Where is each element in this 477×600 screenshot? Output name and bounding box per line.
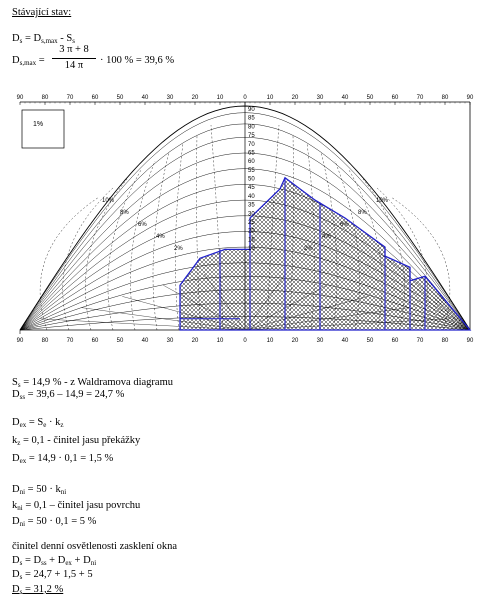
left-curve-label: 2% bbox=[174, 246, 183, 252]
sub: s,max bbox=[19, 59, 37, 67]
left-curve-label: 6% bbox=[138, 222, 147, 228]
bottom-tick-label: 70 bbox=[416, 338, 424, 344]
bottom-tick-label: 20 bbox=[191, 338, 199, 344]
calc-subscript: ni bbox=[17, 504, 23, 512]
altitude-label: 15 bbox=[248, 237, 255, 244]
var: D bbox=[33, 33, 42, 44]
calc-text: D bbox=[12, 516, 20, 527]
altitude-label: 60 bbox=[248, 159, 255, 166]
calc-text: D bbox=[12, 569, 20, 580]
altitude-label: 90 bbox=[248, 107, 255, 113]
calc-line bbox=[12, 453, 113, 467]
calc-text: = S bbox=[26, 417, 44, 428]
legend-box-label: 1% bbox=[33, 121, 44, 128]
calc-line bbox=[12, 555, 96, 569]
calc-text: + D bbox=[71, 555, 91, 566]
var: S bbox=[66, 33, 73, 44]
top-tick-label: 80 bbox=[441, 95, 449, 101]
altitude-label: 70 bbox=[248, 141, 255, 148]
altitude-label: 30 bbox=[248, 211, 255, 218]
formula-dsmax-lhs bbox=[12, 55, 45, 69]
calc-subscript: s bbox=[19, 573, 23, 581]
bottom-axis bbox=[17, 338, 474, 344]
calc-text: D bbox=[12, 484, 20, 495]
top-tick-label: 90 bbox=[466, 95, 474, 101]
bottom-tick-label: 20 bbox=[291, 338, 299, 344]
op: = bbox=[22, 33, 34, 44]
bottom-tick-label: 90 bbox=[466, 338, 474, 344]
bottom-tick-label: 50 bbox=[366, 338, 374, 344]
calc-subscript: ni bbox=[19, 488, 26, 496]
calc-text: = 14,9 · 0,1 = 1,5 % bbox=[26, 453, 114, 464]
bottom-tick-label: 40 bbox=[141, 338, 149, 344]
calc-text: = 0,1 - činitel jasu překážky bbox=[20, 435, 141, 446]
altitude-label: 40 bbox=[248, 193, 255, 200]
altitude-label: 85 bbox=[248, 115, 255, 122]
sub: s bbox=[19, 37, 23, 45]
sub: s bbox=[72, 37, 75, 45]
fraction-denominator: 14 π bbox=[64, 60, 84, 71]
calc-text: činitel denní osvětlenosti zasklení okna bbox=[12, 541, 178, 552]
fraction-bar bbox=[52, 58, 96, 59]
calc-text: · k bbox=[46, 417, 61, 428]
calc-subscript: s bbox=[17, 381, 21, 389]
calc-text: = 14,9 % - z Waldramova diagramu bbox=[20, 377, 173, 388]
calc-text: = 39,6 – 14,9 = 24,7 % bbox=[25, 389, 125, 400]
op: = bbox=[36, 55, 45, 66]
calc-line bbox=[12, 569, 93, 583]
calc-line bbox=[12, 516, 96, 530]
altitude-label: 45 bbox=[248, 185, 255, 192]
bottom-tick-label: 10 bbox=[266, 338, 274, 344]
altitude-label: 25 bbox=[248, 219, 255, 226]
left-curve-label: 10% bbox=[102, 198, 115, 204]
top-tick-label: 70 bbox=[416, 95, 424, 101]
calc-text: k bbox=[12, 435, 18, 446]
top-tick-label: 80 bbox=[41, 95, 49, 101]
calc-text: D bbox=[12, 389, 20, 400]
altitude-label: 50 bbox=[248, 176, 255, 183]
calc-text: D bbox=[12, 584, 20, 595]
bottom-tick-label: 40 bbox=[341, 338, 349, 344]
calc-text: = 31,2 % bbox=[22, 584, 64, 595]
waldram-diagram bbox=[14, 90, 474, 358]
calc-text: = 0,1 – činitel jasu povrchu bbox=[22, 500, 141, 511]
calc-text: = 50 · 0,1 = 5 % bbox=[25, 516, 97, 527]
heading: Stávající stav: bbox=[12, 7, 72, 18]
calc-subscript: ex bbox=[19, 421, 27, 429]
calc-subscript: ss bbox=[41, 559, 47, 567]
altitude-label: 65 bbox=[248, 150, 255, 157]
calc-text: = 24,7 + 1,5 + 5 bbox=[22, 569, 93, 580]
top-tick-label: 10 bbox=[216, 95, 224, 101]
calc-subscript: z bbox=[17, 439, 21, 447]
percentage-curve bbox=[131, 161, 156, 330]
obstruction-polygon bbox=[180, 178, 470, 330]
calc-text: k bbox=[12, 500, 18, 511]
right-curve-label: 8% bbox=[358, 210, 367, 216]
calc-subscript: ss bbox=[19, 393, 26, 401]
top-tick-label: 50 bbox=[366, 95, 374, 101]
formula-dsmax-result: · 100 % = 39,6 % bbox=[100, 55, 175, 66]
calc-line bbox=[12, 389, 124, 403]
calc-subscript: e bbox=[43, 421, 47, 429]
altitude-label: 55 bbox=[248, 167, 255, 174]
calc-subscript: ni bbox=[19, 520, 26, 528]
top-tick-label: 20 bbox=[291, 95, 299, 101]
right-curve-label: 4% bbox=[322, 234, 331, 240]
left-curve-label: 8% bbox=[120, 210, 129, 216]
calc-text: + D bbox=[46, 555, 66, 566]
bottom-tick-label: 30 bbox=[316, 338, 324, 344]
top-tick-label: 60 bbox=[91, 95, 99, 101]
calc-text: = 50 · k bbox=[25, 484, 61, 495]
top-tick-label: 40 bbox=[341, 95, 349, 101]
top-tick-label: 0 bbox=[243, 95, 247, 101]
right-curve-label: 2% bbox=[304, 246, 313, 252]
calc-line bbox=[12, 500, 140, 514]
calc-line bbox=[12, 584, 63, 598]
altitude-label: 35 bbox=[248, 202, 255, 209]
altitude-labels bbox=[248, 107, 255, 252]
top-tick-label: 50 bbox=[116, 95, 124, 101]
calc-subscript: z bbox=[60, 421, 64, 429]
var: D bbox=[12, 33, 20, 44]
bottom-tick-label: 10 bbox=[216, 338, 224, 344]
bottom-tick-label: 60 bbox=[91, 338, 99, 344]
top-tick-label: 30 bbox=[166, 95, 174, 101]
calc-line bbox=[12, 484, 66, 498]
left-curve-label: 4% bbox=[156, 234, 165, 240]
calc-subscript: ni bbox=[90, 559, 97, 567]
fraction bbox=[52, 44, 96, 74]
fraction-numerator: 3 π + 8 bbox=[59, 44, 89, 55]
top-tick-label: 10 bbox=[266, 95, 274, 101]
calc-subscript: ni bbox=[60, 488, 67, 496]
calc-text: S bbox=[12, 377, 18, 388]
top-tick-label: 40 bbox=[141, 95, 149, 101]
calc-text: = D bbox=[22, 555, 42, 566]
top-tick-label: 30 bbox=[316, 95, 324, 101]
var: D bbox=[12, 55, 20, 66]
sub: s,max bbox=[41, 37, 58, 45]
calc-line bbox=[12, 541, 177, 553]
bottom-tick-label: 70 bbox=[66, 338, 74, 344]
top-tick-label: 60 bbox=[391, 95, 399, 101]
bottom-tick-label: 0 bbox=[243, 338, 247, 344]
calc-subscript: s bbox=[19, 559, 23, 567]
bottom-tick-label: 50 bbox=[116, 338, 124, 344]
right-curve-label: 6% bbox=[340, 222, 349, 228]
op: - bbox=[57, 33, 67, 44]
top-tick-label: 20 bbox=[191, 95, 199, 101]
altitude-label: 80 bbox=[248, 124, 255, 131]
altitude-label: 10 bbox=[248, 246, 255, 252]
calc-text: D bbox=[12, 555, 20, 566]
obstruction-area bbox=[180, 178, 470, 330]
calc-text: D bbox=[12, 417, 20, 428]
bottom-tick-label: 90 bbox=[16, 338, 24, 344]
altitude-label: 20 bbox=[248, 228, 255, 235]
calc-line bbox=[12, 435, 140, 449]
bottom-tick-label: 80 bbox=[441, 338, 449, 344]
calc-subscript: s bbox=[19, 588, 23, 596]
calc-subscript: ex bbox=[19, 457, 27, 465]
top-tick-label: 90 bbox=[16, 95, 24, 101]
calc-text: D bbox=[12, 453, 20, 464]
calc-line bbox=[12, 417, 63, 431]
right-curve-label: 10% bbox=[376, 198, 389, 204]
bottom-tick-label: 80 bbox=[41, 338, 49, 344]
calc-subscript: ex bbox=[65, 559, 72, 567]
legend-box bbox=[22, 110, 64, 148]
top-tick-label: 70 bbox=[66, 95, 74, 101]
bottom-tick-label: 30 bbox=[166, 338, 174, 344]
bottom-tick-label: 60 bbox=[391, 338, 399, 344]
altitude-label: 75 bbox=[248, 133, 255, 140]
